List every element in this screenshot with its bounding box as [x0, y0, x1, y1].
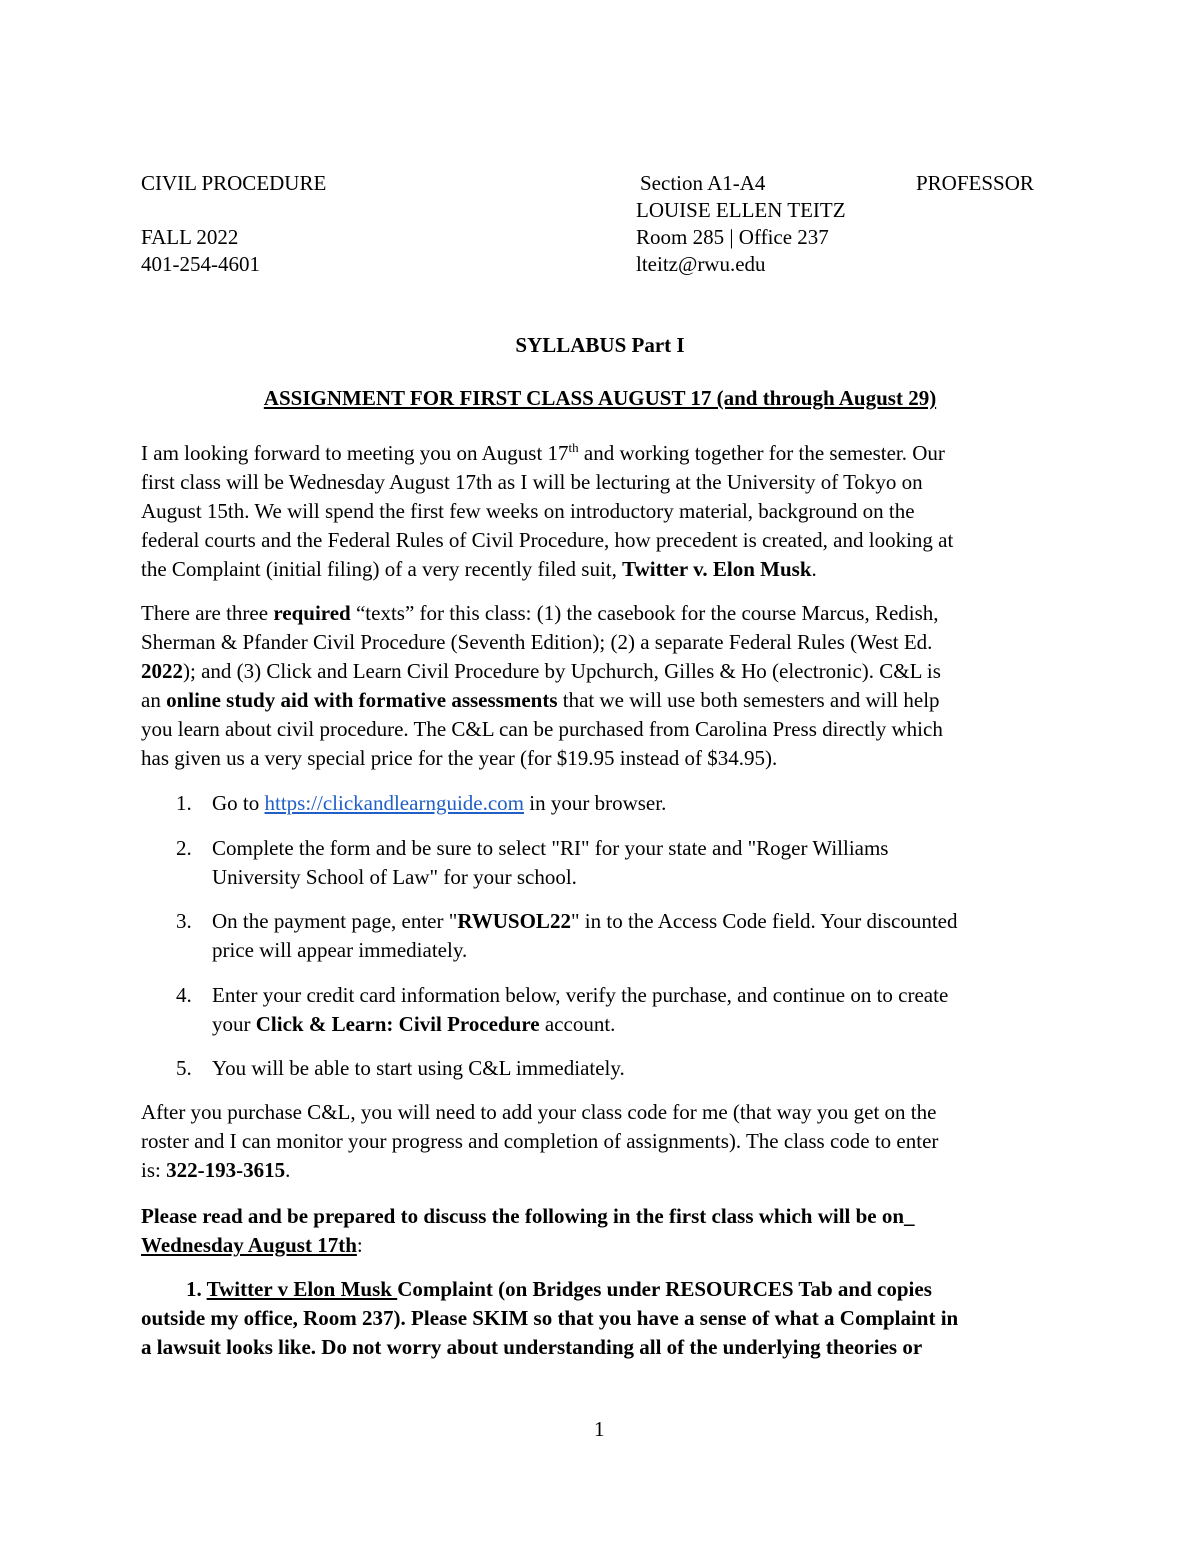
intro-line-2: first class will be Wednesday August 17th as I will be lecturing at the University of Tokyo on [141, 470, 923, 494]
class-code: 322-193-3615 [166, 1158, 286, 1182]
step-number: 3. [176, 909, 192, 933]
professor-name: LOUISE ELLEN TEITZ [636, 198, 846, 222]
texts-line-4: an online study aid with formative assessments that we will use both semesters and will help [141, 688, 940, 712]
intro-line-1: I am looking forward to meeting you on August 17th and working together for the semester. Our [141, 440, 945, 465]
term: FALL 2022 [141, 225, 239, 249]
item-1-line-3: a lawsuit looks like. Do not worry about understanding all of the underlying theories or [141, 1335, 923, 1359]
item-1-line-1: 1. Twitter v Elon Musk Complaint (on Bridges under RESOURCES Tab and copies [186, 1277, 932, 1301]
texts-line-5: you learn about civil procedure. The C&L can be purchased from Carolina Press directly which [141, 717, 943, 741]
email-address: lteitz@rwu.edu [636, 252, 766, 276]
room-office: Room 285 | Office 237 [636, 225, 829, 249]
step-2-line-1: Complete the form and be sure to select "RI" for your state and "Roger Williams [212, 836, 889, 860]
professor-label: PROFESSOR [916, 171, 1034, 195]
assignment-heading: ASSIGNMENT FOR FIRST CLASS AUGUST 17 (and through August 29) [263, 386, 937, 410]
section-label: Section A1-A4 [640, 171, 766, 195]
step-3-line-1: On the payment page, enter "RWUSOL22" in to the Access Code field. Your discounted [212, 909, 958, 933]
access-code: RWUSOL22 [457, 909, 571, 933]
after-line-2: roster and I can monitor your progress and completion of assignments). The class code to enter [141, 1129, 939, 1153]
step-4-line-2: your Click & Learn: Civil Procedure account. [212, 1012, 616, 1036]
texts-line-3: 2022); and (3) Click and Learn Civil Procedure by Upchurch, Gilles & Ho (electronic). C&L is [141, 659, 941, 683]
step-4-line-1: Enter your credit card information below, verify the purchase, and continue on to create [212, 983, 949, 1007]
texts-line-6: has given us a very special price for the year (for $19.95 instead of $34.95). [141, 746, 778, 770]
phone-number: 401-254-4601 [141, 252, 260, 276]
after-line-3: is: 322-193-3615. [141, 1158, 291, 1182]
prepare-line-2: Wednesday August 17th: [141, 1233, 363, 1257]
course-name: CIVIL PROCEDURE [141, 171, 327, 195]
intro-line-5: the Complaint (initial filing) of a very recently filed suit, Twitter v. Elon Musk. [141, 557, 817, 581]
step-3-line-2: price will appear immediately. [212, 938, 468, 962]
intro-line-3: August 15th. We will spend the first few weeks on introductory material, background on the [141, 499, 915, 523]
step-5-line-1: You will be able to start using C&L immediately. [212, 1056, 625, 1080]
page-title: SYLLABUS Part I [515, 333, 685, 357]
item-1-line-2: outside my office, Room 237). Please SKIM so that you have a sense of what a Complaint in [141, 1306, 959, 1330]
step-number: 1. [176, 791, 192, 815]
after-line-1: After you purchase C&L, you will need to add your class code for me (that way you get on the [141, 1100, 937, 1124]
page-number: 1 [594, 1417, 605, 1441]
clickandlearn-link[interactable]: https://clickandlearnguide.com [264, 791, 525, 815]
step-1-text: Go to https://clickandlearnguide.com in your browser. [212, 791, 667, 815]
step-number: 2. [176, 836, 192, 860]
step-number: 4. [176, 983, 192, 1007]
prepare-line-1: Please read and be prepared to discuss the following in the first class which will be on_ [141, 1204, 915, 1228]
texts-line-2: Sherman & Pfander Civil Procedure (Seventh Edition); (2) a separate Federal Rules (West Ed. [141, 630, 933, 654]
intro-line-4: federal courts and the Federal Rules of Civil Procedure, how precedent is created, and looking at [141, 528, 954, 552]
step-2-line-2: University School of Law" for your school. [212, 865, 577, 889]
texts-line-1: There are three required “texts” for this class: (1) the casebook for the course Marcus, Redish, [141, 601, 939, 625]
step-number: 5. [176, 1056, 192, 1080]
